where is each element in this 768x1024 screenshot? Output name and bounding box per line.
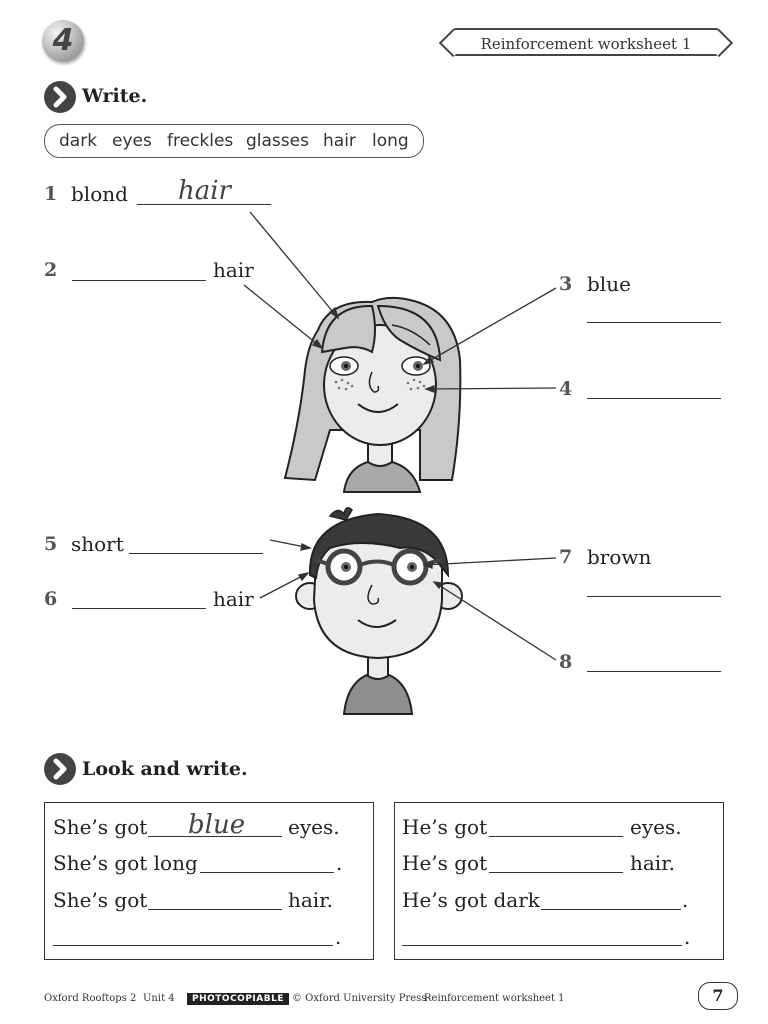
sentence-end: . <box>335 925 342 949</box>
word-bank-item: long <box>372 131 409 151</box>
girl-illustration <box>285 298 460 492</box>
answer-blank[interactable] <box>587 398 721 399</box>
item-label: hair <box>213 587 254 611</box>
answer-blank[interactable] <box>587 596 721 597</box>
item-number: 6 <box>44 588 58 610</box>
answer-blank[interactable] <box>148 909 282 910</box>
item-number: 4 <box>559 378 573 400</box>
word-bank-item: freckles <box>167 131 234 151</box>
answer-blank[interactable] <box>587 671 721 672</box>
sentence-start: He’s got dark <box>402 888 540 912</box>
handwritten-answer: blue <box>188 810 246 840</box>
footer-unit: Unit 4 <box>143 993 175 1004</box>
answer-blank[interactable] <box>587 322 721 323</box>
item-label: hair <box>213 258 254 282</box>
item-label: blond <box>71 182 128 206</box>
item-number: 7 <box>559 546 573 568</box>
word-bank-item: eyes <box>112 131 152 151</box>
answer-blank[interactable] <box>200 872 334 873</box>
answer-blank[interactable] <box>489 872 623 873</box>
sentence-end: hair. <box>288 888 333 912</box>
sentence-start: She’s got <box>53 888 148 912</box>
item-label: blue <box>587 272 631 296</box>
item-label: brown <box>587 545 652 569</box>
answer-blank[interactable] <box>72 608 206 609</box>
word-bank-item: hair <box>323 131 356 151</box>
worksheet-title: Reinforcement worksheet 1 <box>452 28 720 56</box>
item-number: 8 <box>559 651 573 673</box>
sentence-start: She’s got long <box>53 851 198 875</box>
sentence-end: . <box>336 851 343 875</box>
sentence-end: eyes. <box>630 815 682 839</box>
word-bank-item: glasses <box>246 131 309 151</box>
chevron-icon <box>44 753 76 785</box>
handwritten-answer: hair <box>178 176 231 206</box>
answer-blank[interactable] <box>402 945 682 946</box>
item-label: short <box>71 532 124 556</box>
footer-copyright: © Oxford University Press <box>292 993 427 1004</box>
page-number: 7 <box>698 982 738 1010</box>
answer-blank[interactable] <box>489 836 623 837</box>
answer-blank[interactable] <box>72 280 206 281</box>
sentence-start: He’s got <box>402 851 488 875</box>
sentence-end: . <box>682 888 689 912</box>
photocopiable-badge: PHOTOCOPIABLE <box>187 993 289 1005</box>
footer-worksheet: Reinforcement worksheet 1 <box>424 993 565 1004</box>
item-number: 1 <box>44 183 58 205</box>
sentence-start: She’s got <box>53 815 148 839</box>
boy-illustration <box>296 508 462 714</box>
item-number: 5 <box>44 533 58 555</box>
unit-number: 4 <box>52 23 74 58</box>
answer-blank[interactable] <box>541 909 681 910</box>
word-bank-item: dark <box>59 131 98 151</box>
section-title-look-and-write: Look and write. <box>82 758 248 780</box>
answer-blank[interactable] <box>129 553 263 554</box>
item-number: 3 <box>559 273 573 295</box>
section-title-write: Write. <box>82 85 148 107</box>
sentence-end: eyes. <box>288 815 340 839</box>
footer-book: Oxford Rooftops 2 <box>44 993 137 1004</box>
item-number: 2 <box>44 259 58 281</box>
sentence-end: . <box>684 925 691 949</box>
answer-blank[interactable] <box>53 945 333 946</box>
sentence-start: He’s got <box>402 815 488 839</box>
sentence-end: hair. <box>630 851 675 875</box>
